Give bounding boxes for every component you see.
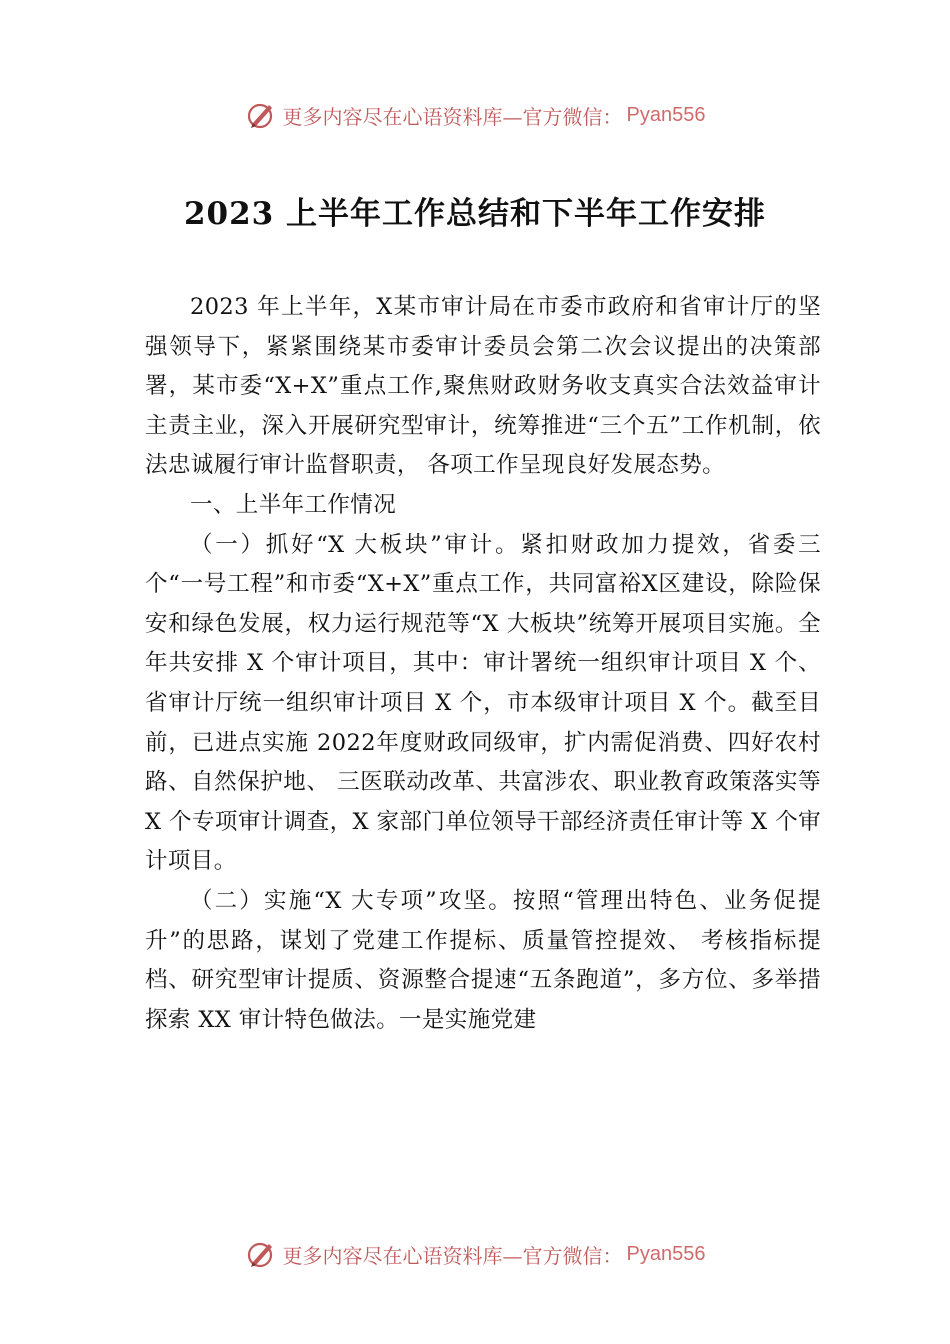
watermark-banner-bottom xyxy=(0,1234,950,1274)
document-title: 2023 上半年工作总结和下半年工作安排 xyxy=(183,196,767,232)
banner-text: 更多内容尽在心语资料库—官方微信： xyxy=(282,1243,623,1268)
banner-account: Pyan556 xyxy=(626,1242,706,1265)
paragraph-section-1: （一）抓好“X 大板块”审计。紧扣财政加力提效，省委三个“一号工程”和市委“X+X”重点工作，共同富裕X区建设，除险保安和绿色发展，权力运行规范等“X 大板块”统筹开展项目实施。全年共安排 X 个审计项目，其中：审计署统一组织审计项目 X 个、省审计厅统一组织审计项目 X 个，市本级审计项目 X 个。截至目前，已进点实施 2022年度财政同级审，扩内需促消费、四好农村路、自然保护地、 三医联动改革、共富涉农、职业教育政策落实等 X 个专项审计调查，X 家部门单位领导干部经济责任审计等 X 个审计项目。 xyxy=(145,531,821,875)
paragraph-intro: 2023 年上半年，X某市审计局在市委市政府和省审计厅的坚强领导下，紧紧围绕某市委审计委员会第二次会议提出的决策部署，某市委“X+X”重点工作,聚焦财政财务收支真实合法效益审计主责主业，深入开展研究型审计，统筹推进“三个五”工作机制，依法忠诚履行审计监督职责， 各项工作呈现良好发展态势。 xyxy=(145,294,821,479)
document-body xyxy=(145,288,821,1040)
pen-logo-icon xyxy=(245,1238,277,1270)
watermark-banner-top xyxy=(0,95,950,135)
banner-account: Pyan556 xyxy=(626,103,706,126)
banner-text: 更多内容尽在心语资料库—官方微信： xyxy=(282,104,623,129)
pen-logo-icon xyxy=(245,99,277,131)
paragraph-section-2: （二）实施“X 大专项”攻坚。按照“管理出特色、业务促提升”的思路，谋划了党建工作提标、质量管控提效、 考核指标提档、研究型审计提质、资源整合提速“五条跑道”，多方位、多举措探索 XX 审计特色做法。一是实施党建 xyxy=(145,887,821,1033)
section-heading: 一、上半年工作情况 xyxy=(190,491,397,518)
